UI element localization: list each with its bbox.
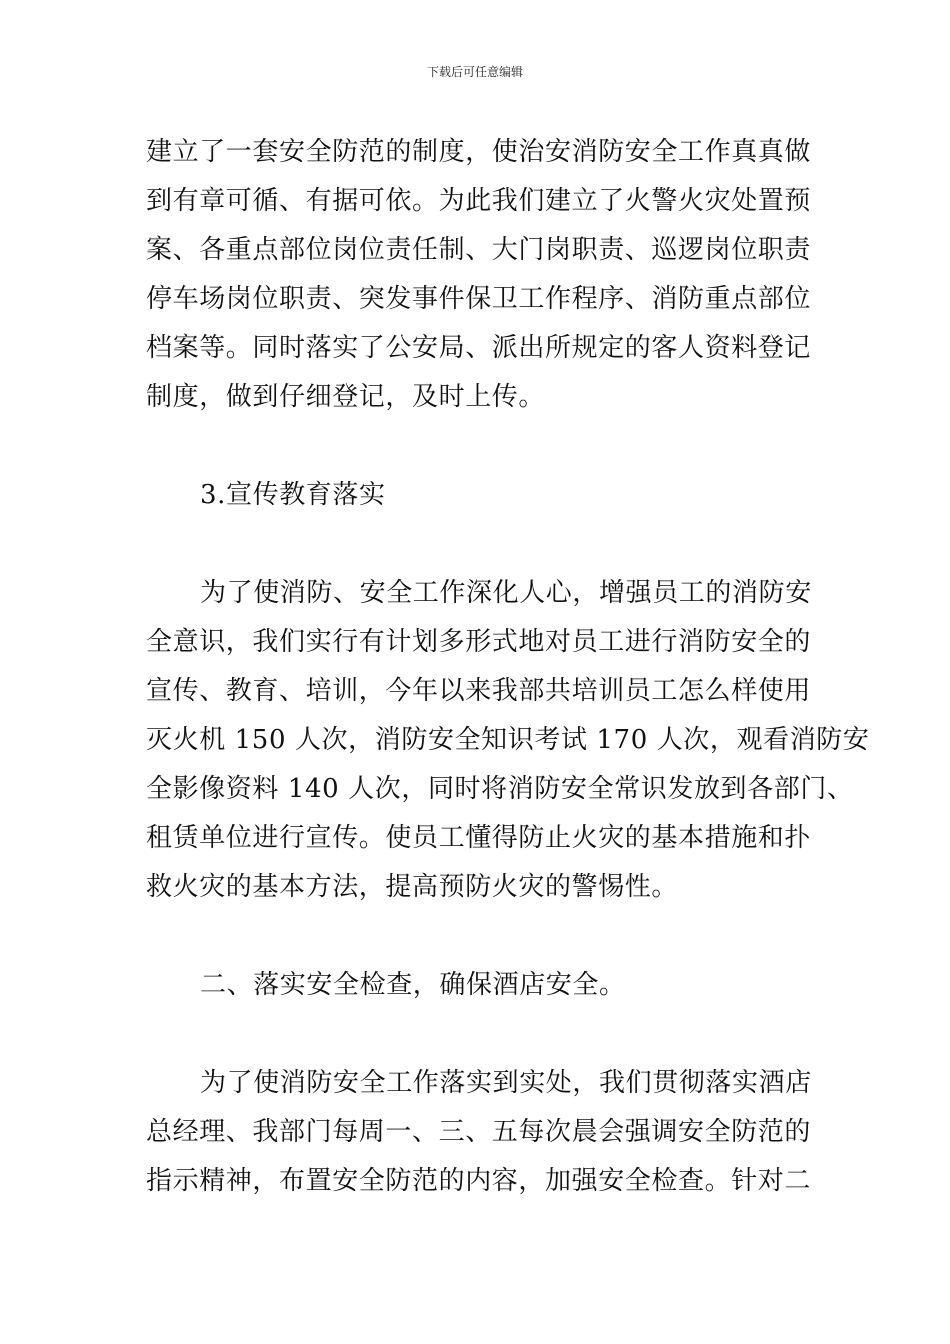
page-header-note: 下载后可任意编辑 [426,65,523,79]
section-heading [146,961,808,1010]
text-line: 档案等。同时落实了公安局、派出所规定的客人资料登记 [146,333,812,363]
section-heading [146,471,808,520]
text-line: 案、各重点部位岗位责任制、大门岗职责、巡逻岗位职责 [146,235,812,265]
document-body [146,128,870,1206]
text-line: 总经理、我部门每周一、三、五每次晨会强调安全防范的 [146,1117,812,1147]
heading-line: 二、落实安全检查，确保酒店安全。 [200,970,626,1000]
paragraph [146,569,870,912]
text-line: 建立了一套安全防范的制度，使治安消防安全工作真真做 [146,137,812,167]
paragraph [146,128,812,422]
paragraph [146,1059,812,1206]
text-line: 救火灾的基本方法，提高预防火灾的警惕性。 [146,872,679,902]
text-line: 到有章可循、有据可依。为此我们建立了火警火灾处置预 [146,186,812,216]
text-line: 全影像资料 140 人次，同时将消防安全常识发放到各部门、 [146,774,854,804]
text-line: 制度，做到仔细登记，及时上传。 [146,382,546,412]
text-line: 灭火机 150 人次，消防安全知识考试 170 人次，观看消防安 [146,725,870,755]
text-line: 指示精神，布置安全防范的内容，加强安全检查。针对二 [146,1166,812,1196]
text-line: 为了使消防、安全工作深化人心，增强员工的消防安 [200,578,812,608]
text-line: 宣传、教育、培训，今年以来我部共培训员工怎么样使用 [146,676,812,706]
text-line: 为了使消防安全工作落实到实处，我们贯彻落实酒店 [200,1068,812,1098]
text-line: 全意识，我们实行有计划多形式地对员工进行消防安全的 [146,627,812,657]
text-line: 停车场岗位职责、突发事件保卫工作程序、消防重点部位 [146,284,812,314]
text-line: 租赁单位进行宣传。使员工懂得防止火灾的基本措施和扑 [146,823,812,853]
heading-line: 3.宣传教育落实 [200,480,386,510]
